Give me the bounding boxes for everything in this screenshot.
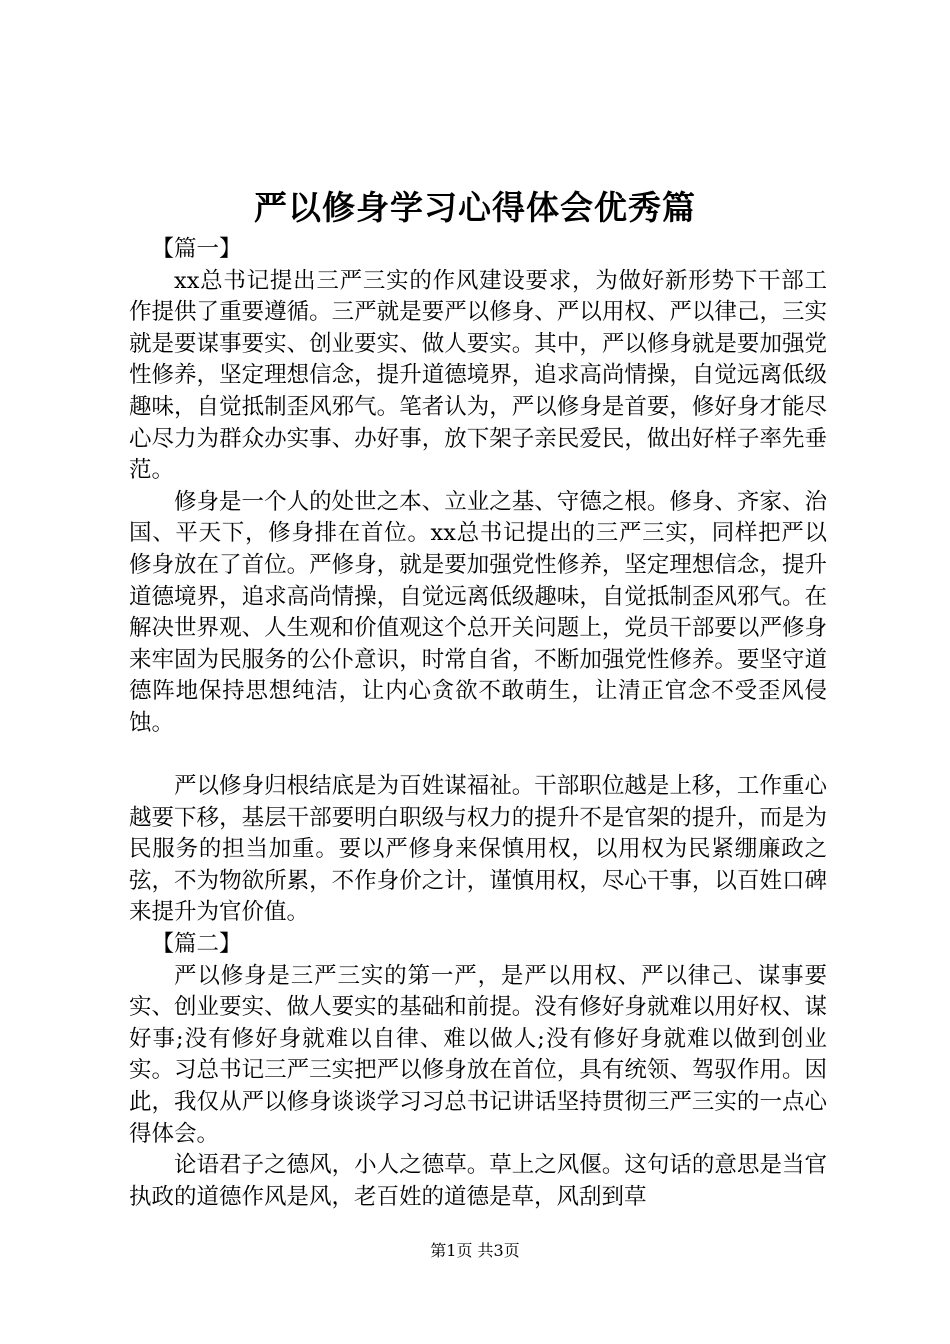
paragraph: 论语君子之德风，小人之德草。草上之风偃。这句话的意思是当官执政的道德作风是风，老百姓的道德是草，风刮到草: [129, 1152, 827, 1210]
page-number-footer: 第1页 共3页: [430, 1241, 520, 1260]
paragraph: 严以修身是三严三实的第一严，是严以用权、严以律己、谋事要实、创业要实、做人要实的基础和前提。没有修好身就难以用好权、谋好事;没有修好身就难以自律、难以做人;没有修好身就难以做到创业实。习总书记三严三实把严以修身放在首位，具有统领、驾驭作用。因此，我仅从严以修身谈谈学习习总书记讲话坚持贯彻三严三实的一点心得体会。: [129, 962, 827, 1147]
document-body: [129, 234, 827, 1213]
paragraph: 修身是一个人的处世之本、立业之基、守德之根。修身、齐家、治国、平天下，修身排在首位。xx总书记提出的三严三实，同样把严以修身放在了首位。严修身，就是要加强党性修养，坚定理想信念，提升道德境界，追求高尚情操，自觉远离低级趣味，自觉抵制歪风邪气。在解决世界观、人生观和价值观这个总开关问题上，党员干部要以严修身来牢固为民服务的公仆意识，时常自省，不断加强党性修养。要坚守道德阵地保持思想纯洁，让内心贪欲不敢萌生，让清正官念不受歪风侵蚀。: [129, 488, 827, 736]
paragraph: 严以修身归根结底是为百姓谋福祉。干部职位越是上移，工作重心越要下移，基层干部要明白职级与权力的提升不是官架的提升，而是为民服务的担当加重。要以严修身来保慎用权，以用权为民紧绷廉政之弦，不为物欲所累，不作身价之计，谨慎用权，尽心干事，以百姓口碑来提升为官价值。: [129, 773, 827, 926]
section-heading-1: 【篇一】: [151, 236, 242, 262]
paragraph: xx总书记提出三严三实的作风建设要求，为做好新形势下干部工作提供了重要遵循。三严就是要严以修身、严以用权、严以律己，三实就是要谋事要实、创业要实、做人要实。其中，严以修身就是要加强党性修养，坚定理想信念，提升道德境界，追求高尚情操，自觉远离低级趣味，自觉抵制歪风邪气。笔者认为，严以修身是首要，修好身才能尽心尽力为群众办实事、办好事，放下架子亲民爱民，做出好样子率先垂范。: [129, 267, 827, 484]
document-title: 严以修身学习心得体会优秀篇: [254, 188, 696, 227]
section-heading-2: 【篇二】: [151, 931, 242, 958]
